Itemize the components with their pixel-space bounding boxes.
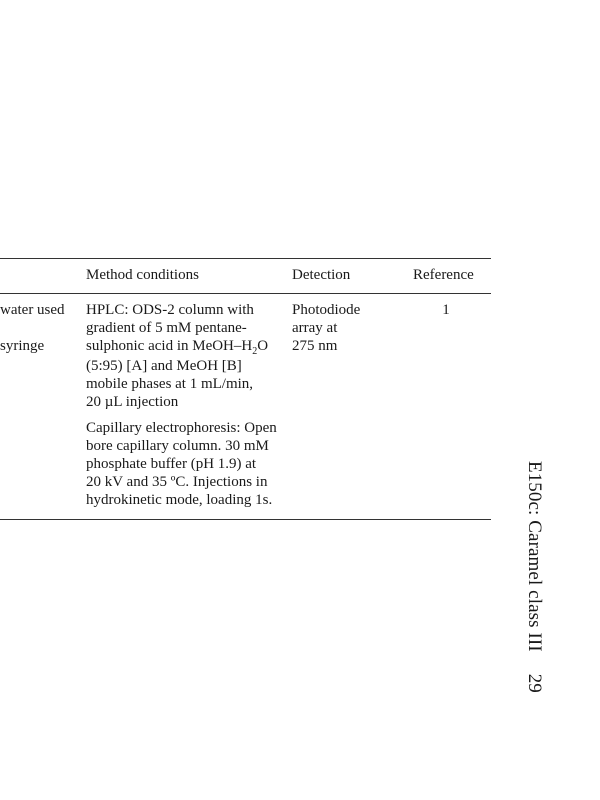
running-head-title: E150c: Caramel class III xyxy=(524,461,545,652)
left-column-fragment: water used xyxy=(0,302,65,318)
table-header-rule xyxy=(0,293,491,294)
text-line: Photodiode xyxy=(292,302,361,318)
left-column-fragment: syringe xyxy=(0,338,45,354)
text-line: 20 µL injection xyxy=(86,394,179,410)
detection-cell xyxy=(292,301,360,355)
column-header-detection: Detection xyxy=(292,267,351,283)
subscript: 2 xyxy=(252,346,258,357)
text-line: mobile phases at 1 mL/min, xyxy=(86,376,254,392)
text-line: 20 kV and 35 ºC. Injections in xyxy=(86,474,268,490)
running-head-text xyxy=(523,461,545,693)
text-fragment: O xyxy=(257,338,269,354)
method-conditions-hplc xyxy=(86,301,268,411)
column-header-reference: Reference xyxy=(413,267,474,283)
text-line: array at xyxy=(292,320,338,336)
text-line xyxy=(86,337,268,357)
text-line: bore capillary column. 30 mM xyxy=(86,438,269,454)
running-head xyxy=(502,461,562,691)
text-line: Capillary electrophoresis: Open xyxy=(86,420,277,436)
method-conditions-capillary-electrophoresis xyxy=(86,419,277,509)
table-bottom-rule xyxy=(0,519,491,520)
text-line: hydrokinetic mode, loading 1s. xyxy=(86,492,273,508)
text-fragment: sulphonic acid in MeOH–H xyxy=(86,338,253,354)
text-line: 275 nm xyxy=(292,338,338,354)
text-line: (5:95) [A] and MeOH [B] xyxy=(86,358,242,374)
column-header-method-conditions: Method conditions xyxy=(86,267,199,283)
text-line: phosphate buffer (pH 1.9) at xyxy=(86,456,257,472)
text-line: gradient of 5 mM pentane- xyxy=(86,320,247,336)
reference-cell: 1 xyxy=(442,302,450,318)
table-top-rule xyxy=(0,258,491,259)
page-number: 29 xyxy=(524,673,545,693)
text-line: HPLC: ODS-2 column with xyxy=(86,302,254,318)
